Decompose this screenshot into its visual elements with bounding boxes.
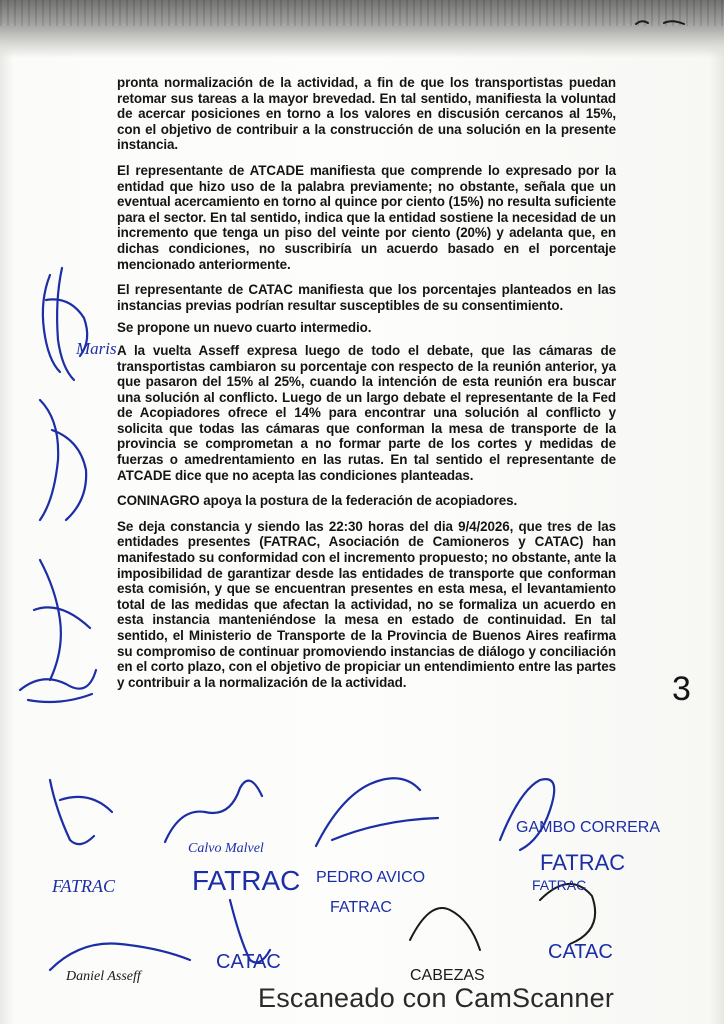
paragraph-constancia: Se deja constancia y siendo las 22:30 horas del dia 9/4/2026, que tres de las entidades presentes (FATRAC, Asociación de Camioneros y CATAC) han manifestado su conformidad con el incremento propuesto; no obstante, ante la imposibilidad de garantizar desde las entidades de transporte que conforman esta comisión, y que se encuentran presentes en esta mesa, el levantamiento total de las medidas que afectan la actividad, no se formaliza un acuerdo en esta instancia manteniéndose la mesa en estado de continuidad. En tal sentido, el Ministerio de Transporte de la Provincia de Buenos Aires reafirma su compromiso de continuar promoviendo instancias de diálogo y conciliación en el corto plazo, con el objetivo de propiciar un entendimiento entre las partes y contribuir a la normalización de la actividad.: [117, 518, 616, 690]
signature-label-gambo: GAMBO CORRERA: [516, 819, 661, 836]
signature-label-fatrac-b: FATRAC: [192, 865, 301, 896]
paragraph-1: pronta normalización de la actividad, a fin de que los transportistas puedan retomar sus tareas a la mayor brevedad. En tal sentido, manifiesta la voluntad de acercar posiciones en torno a los valores en discusión cercanos al 15%, con el objetivo de contribuir a la construcción de una solución en la presente instancia.: [117, 75, 616, 153]
signature-label-pedro: PEDRO AVICO: [316, 869, 426, 886]
margin-annotation-maris: Maris: [76, 339, 117, 358]
document-body: [117, 75, 616, 700]
signature-label-asseff: Daniel Asseff: [66, 969, 141, 984]
signature-label-fatrac-a: FATRAC: [52, 876, 116, 896]
paragraph-catac: El representante de CATAC manifiesta que los porcentajes planteados en las instancias previas podrían resultar susceptibles de su consentimiento.: [117, 282, 616, 313]
page-number: 3: [672, 670, 691, 708]
paragraph-asseff: A la vuelta Asseff expresa luego de todo el debate, que las cámaras de transportistas cambiaron su porcentaje con respecto de la reunión anterior, ya que pasaron del 15% al 25%, cuando la intención de esta reunión era buscar una solución al conflicto. Luego de un largo debate el representante de la Fed de Acopiadores ofrece el 14% para encontrar una solución al conflicto y solicita que todas las cámaras que conforman la mesa de transporte de la provincia se comprometan a no formar parte de los cortes y medidas de fuerzas o amedrentamiento en las rutas. En tal sentido el representante de ATCADE dice que no acepta las condiciones planteadas.: [117, 342, 616, 483]
paragraph-atcade: El representante de ATCADE manifiesta que comprende lo expresado por la entidad que hizo uso de la palabra previamente; no obstante, señala que un eventual acercamiento en torno al quince por ciento (15%) no resulta suficiente para el sector. En tal sentido, indica que la entidad sostiene la necesidad de un incremento que tenga un piso del veinte por ciento (20%) y adelanta que, en dichas condiciones, no suscribiría un acuerdo basado en el porcentaje mencionado anteriormente.: [117, 162, 616, 272]
paragraph-coninagro: CONINAGRO apoya la postura de la federación de acopiadores.: [117, 493, 518, 509]
signature-label-calvo: Calvo Malvel: [188, 841, 264, 856]
signature-label-catac-a: CATAC: [216, 951, 281, 973]
scan-top-shadow: [0, 0, 724, 58]
signature-label-fatrac-e: FATRAC: [532, 877, 587, 893]
corner-mark: [634, 16, 688, 30]
signature-label-catac-b: CATAC: [548, 941, 613, 963]
paragraph-cuarto-intermedio: Se propone un nuevo cuarto intermedio.: [117, 320, 372, 336]
signature-label-cabezas: CABEZAS: [410, 967, 485, 984]
signature-label-fatrac-c: FATRAC: [330, 899, 392, 916]
signature-label-fatrac-d: FATRAC: [540, 850, 626, 875]
scanner-watermark: Escaneado con CamScanner: [258, 983, 615, 1013]
